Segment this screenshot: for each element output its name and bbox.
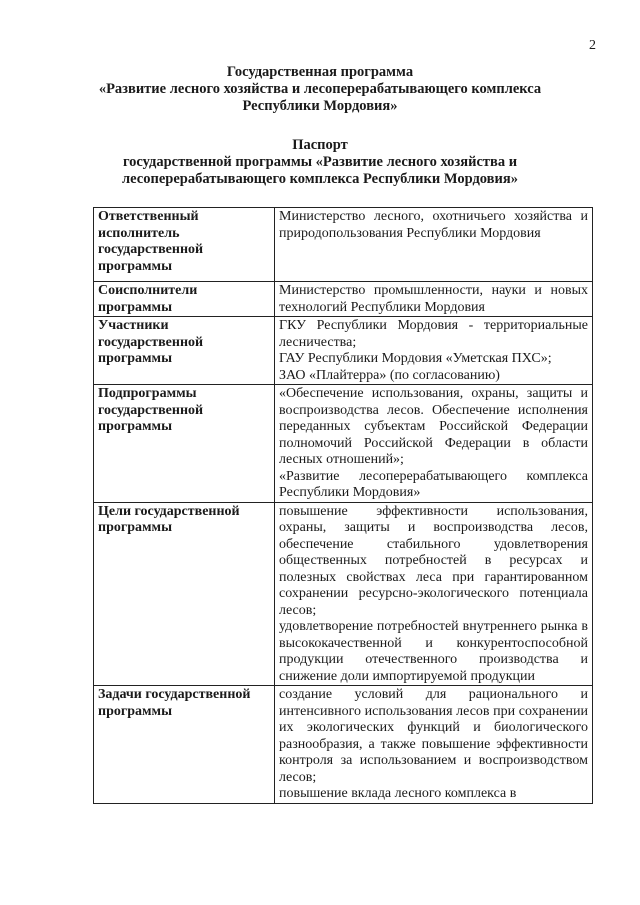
page-number: 2 [589,38,596,53]
row-value-paragraph: повышение эффективности использования, охраны, защиты и воспроизводства лесов, обеспечение стабильного удовлетворения общественных потребностей в ресурсах и полезных свойствах леса при гарантированном сохранении ресурсно-экологического потенциала лесов; [279,503,588,618]
table-row [94,317,593,385]
row-value-paragraph: ГКУ Республики Мордовия - территориальные лесничества; [279,318,588,350]
passport-title [0,137,640,188]
row-label: Задачи государственной программы [94,686,275,804]
program-title-line: Республики Мордовия» [242,98,398,114]
row-value [275,385,593,503]
program-title [0,64,640,115]
row-value-paragraph: Министерство промышленности, науки и новых технологий Республики Мордовия [279,283,588,315]
row-value-paragraph: удовлетворение потребностей внутреннего рынка в высококачественной и конкурентоспособной продукции отечественного производства и снижение доли импортируемой продукции [279,619,588,684]
row-value-paragraph: повышение вклада лесного комплекса в [279,786,517,801]
row-label: Участники государственной программы [94,317,275,385]
row-value [275,686,593,804]
row-value-paragraph: ЗАО «Плайтерра» (по согласованию) [279,367,500,383]
row-value-paragraph: ГАУ Республики Мордовия «Уметская ПХС»; [279,351,552,366]
row-label: Соисполнители программы [94,282,275,317]
row-value-paragraph: «Развитие лесоперерабатывающего комплекса Республики Мордовия» [279,468,588,500]
row-value-paragraph: создание условий для рационального и интенсивного использования лесов при сохранении их экологических функций и биологического разнообразия, а также повышение эффективности контроля за использованием и воспроизводством лесов; [279,687,588,785]
row-value [275,502,593,686]
row-label: Цели государственной программы [94,502,275,686]
row-value-paragraph: Министерство лесного, охотничьего хозяйства и природопользования Республики Мордовия [279,209,588,241]
table-row [94,208,593,282]
table-row [94,686,593,804]
row-value [275,317,593,385]
table-row [94,282,593,317]
row-value [275,208,593,282]
table-row [94,385,593,503]
passport-title-line: лесоперерабатывающего комплекса Республики Мордовия» [122,171,518,187]
program-title-line: Государственная программа [226,64,414,80]
row-label: Ответственный исполнитель государственной программы [94,208,275,282]
passport-table [93,207,593,804]
row-label: Подпрограммы государственной программы [94,385,275,503]
table-row [94,502,593,686]
program-title-line: «Развитие лесного хозяйства и лесоперерабатывающего комплекса [98,81,542,97]
passport-title-line: государственной программы «Развитие лесного хозяйства и [122,154,518,170]
passport-title-line: Паспорт [292,137,348,153]
row-value [275,282,593,317]
row-value-paragraph: «Обеспечение использования, охраны, защиты и воспроизводства лесов. Обеспечение исполнения переданных субъектам Российской Федерации полномочий Российской Федерации в области лесных отношений»; [279,386,588,467]
